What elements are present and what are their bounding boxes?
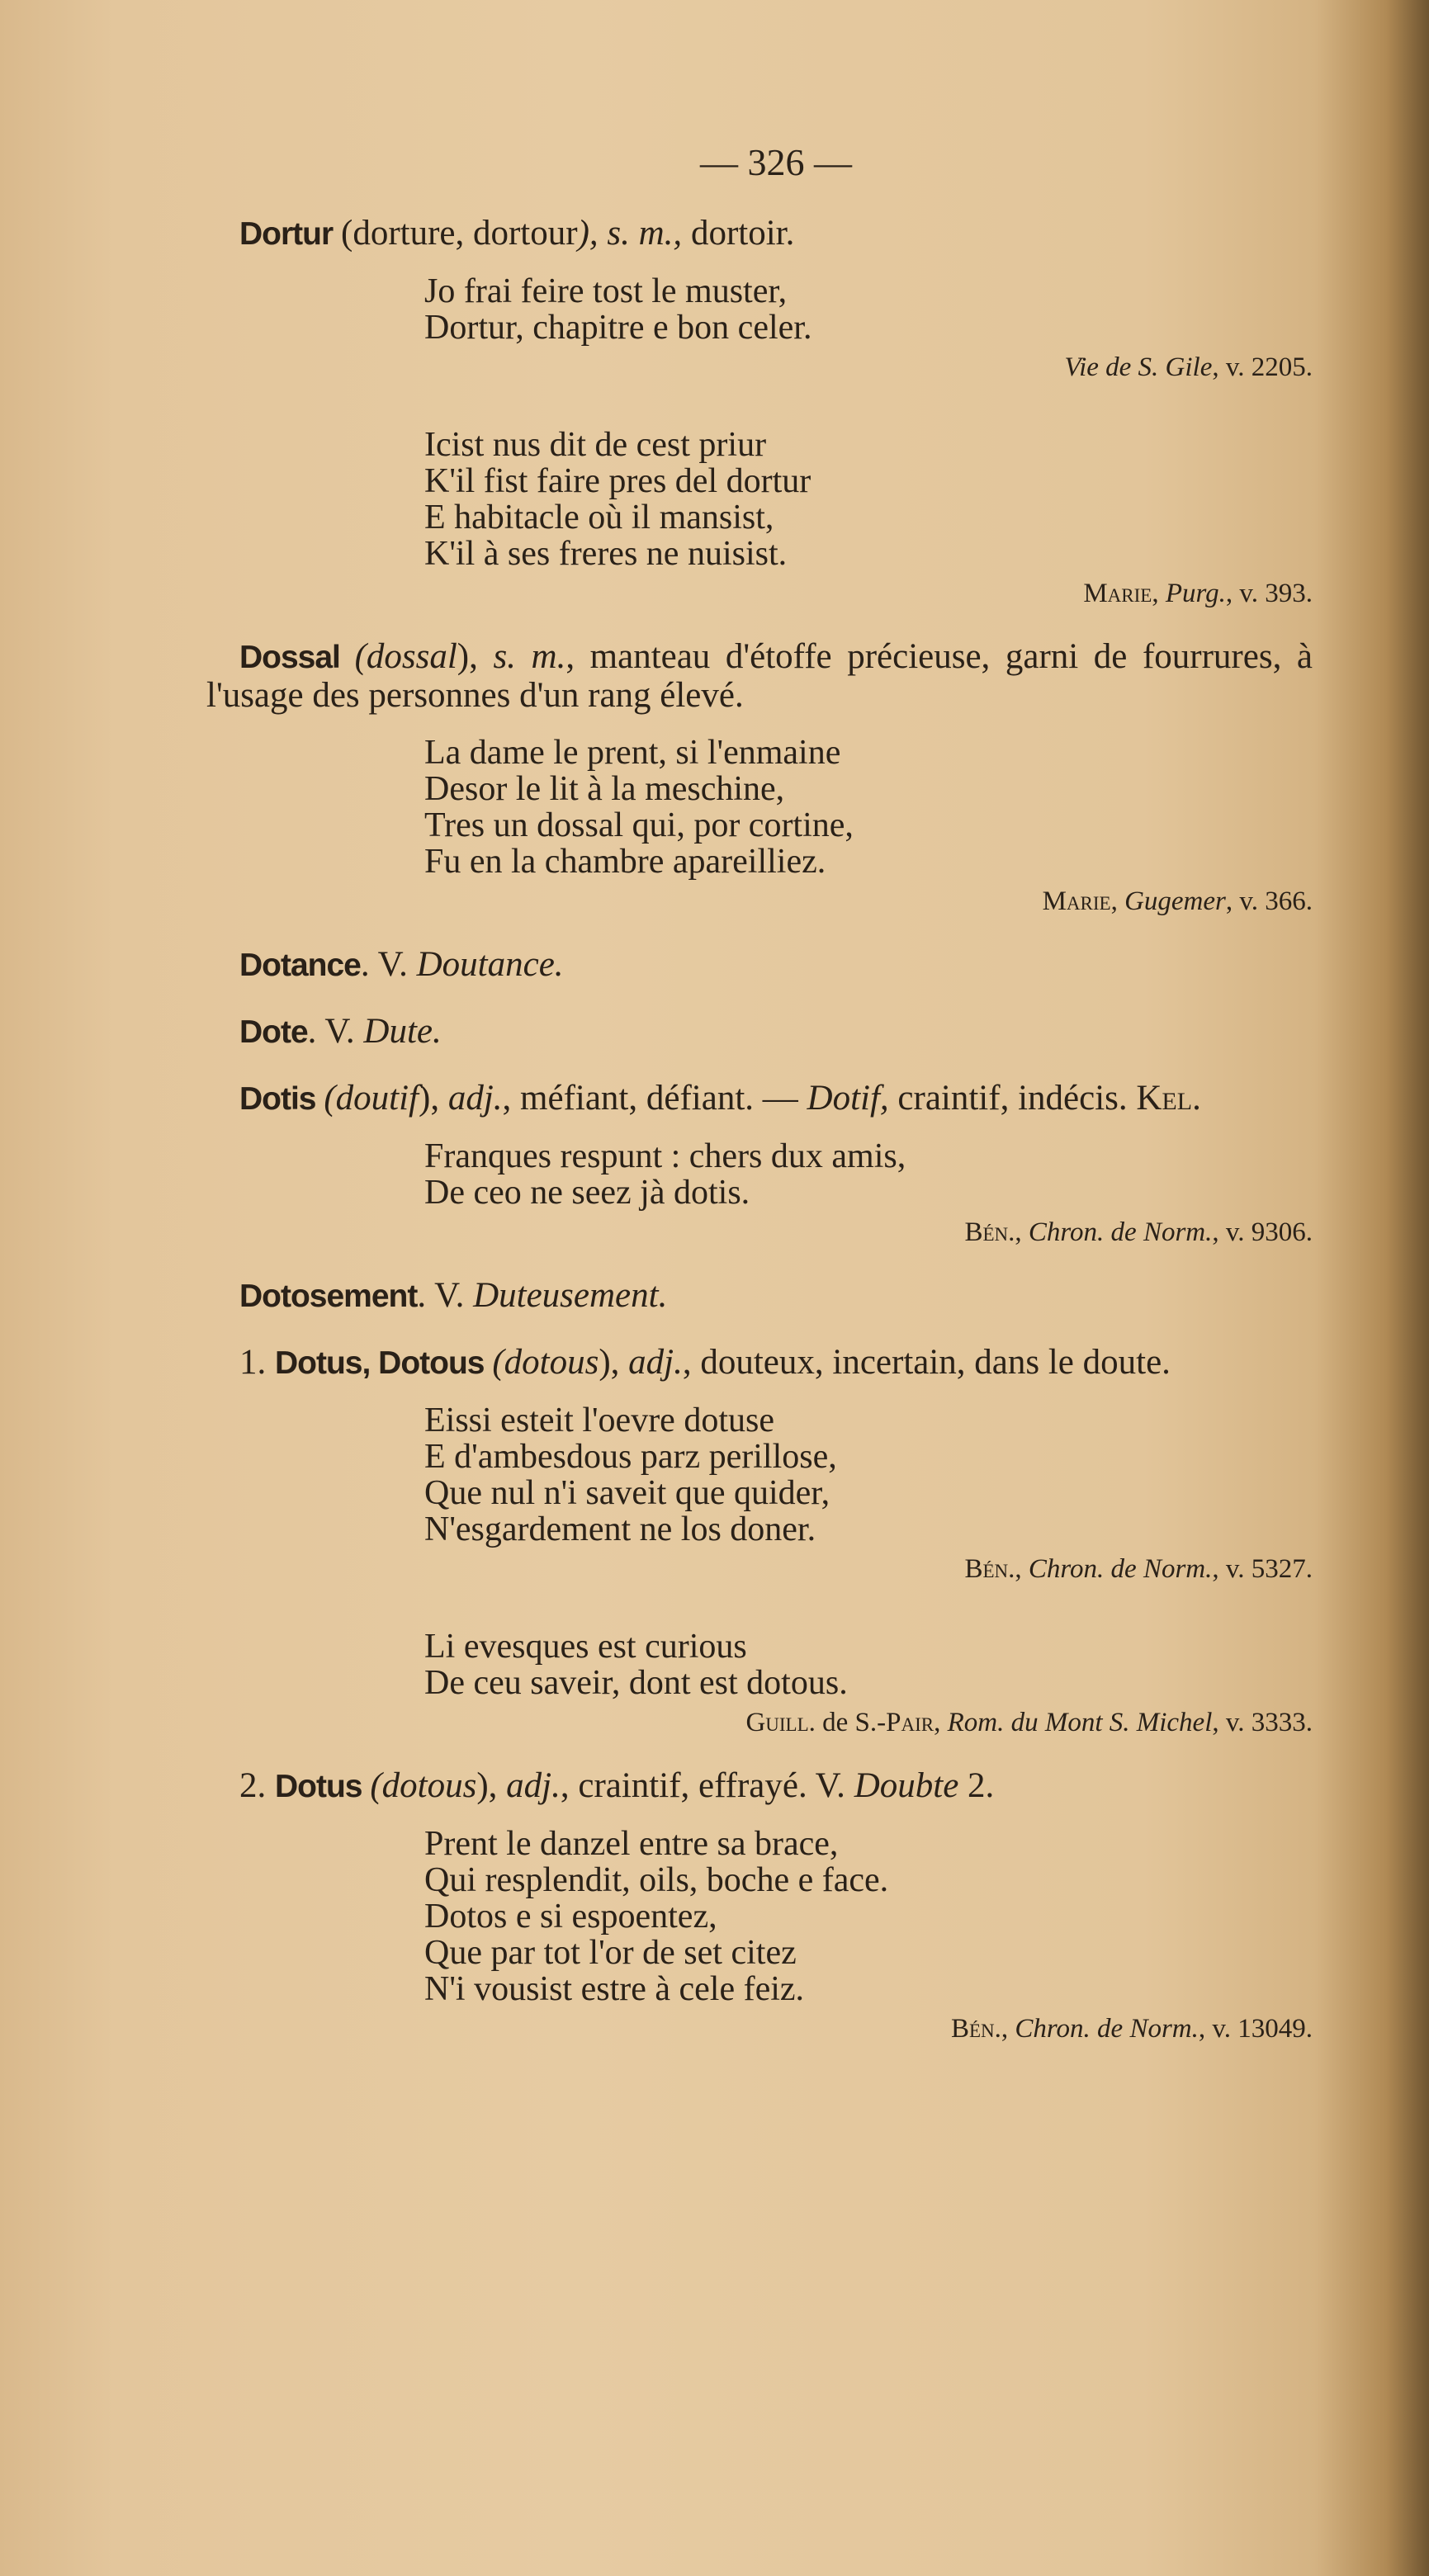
- dictionary-entry: [206, 638, 1313, 918]
- verse-line: Eissi esteit l'oevre dotuse: [424, 1401, 774, 1439]
- definition-text: craintif, indécis.: [888, 1079, 1137, 1118]
- verse-line: De ceo ne seez jà dotis.: [424, 1174, 750, 1212]
- citation: [424, 1216, 1313, 1249]
- verse-line: E habitacle où il mansist,: [424, 499, 774, 536]
- verse-line: K'il à ses freres ne nuisist.: [424, 535, 788, 573]
- definition-text: ),: [476, 1766, 507, 1805]
- definition-text: dortoir.: [690, 214, 795, 253]
- citation-part: Chron. de Norm.: [1028, 1217, 1213, 1247]
- citation-part: Chron. de Norm.: [1015, 2014, 1199, 2044]
- citation-part: ,: [1110, 886, 1125, 916]
- citation-part: ,: [1015, 1554, 1029, 1584]
- definition-text: Kel.: [1136, 1079, 1201, 1118]
- definition-text: . V.: [417, 1276, 474, 1315]
- entry-headword: Dotosement: [239, 1279, 418, 1314]
- definition-text: adj.: [628, 1343, 683, 1382]
- verse-line: Icist nus dit de cest priur: [424, 426, 767, 464]
- verse-line: Dotos e si espoentez,: [424, 1898, 717, 1936]
- entry-definition: [206, 1767, 1313, 1806]
- entry-definition: [206, 1344, 1313, 1383]
- entries-list: [206, 215, 1313, 2045]
- definition-text: 2.: [239, 1766, 275, 1805]
- definition-text: . V.: [307, 1012, 364, 1051]
- entry-headword: Dotus: [275, 1769, 371, 1804]
- definition-text: (dorture, dortour: [341, 214, 578, 253]
- definition-text: 2.: [958, 1766, 995, 1805]
- verse-line: Que par tot l'or de set citez: [424, 1934, 797, 1972]
- verse-line: Qui resplendit, oils, boche e face.: [424, 1861, 889, 1899]
- definition-text: ), s. m.,: [577, 214, 691, 253]
- definition-text: , manteau d'étoffe précieuse, garni de fourrures, à l'usage des personnes d'un rang élevé.: [206, 637, 1313, 715]
- citation-part: de: [815, 1708, 855, 1737]
- entry-headword: Dotis: [239, 1081, 324, 1117]
- verse-line: De ceu saveir, dont est dotous.: [424, 1664, 848, 1702]
- definition-text: Duteusement.: [473, 1276, 668, 1315]
- dictionary-entry: [206, 1344, 1313, 1739]
- entry-definition: [206, 1013, 1313, 1052]
- verse-line: N'esgardement ne los doner.: [424, 1510, 816, 1548]
- dictionary-entry: [206, 1277, 1313, 1316]
- citation-part: Bén.: [964, 1217, 1015, 1247]
- citation: [424, 885, 1313, 918]
- citation-part: ,: [1001, 2014, 1015, 2044]
- dictionary-entry: [206, 946, 1313, 985]
- verse-quotation: [424, 273, 1313, 384]
- definition-text: (dotous: [370, 1766, 477, 1805]
- definition-text: , méfiant, défiant. —: [502, 1079, 807, 1118]
- citation-part: ,: [1015, 1217, 1029, 1247]
- citation-part: Marie: [1083, 579, 1152, 608]
- definition-text: Doutance.: [416, 945, 564, 984]
- dictionary-entry: [206, 215, 1313, 610]
- verse-line: Tres un dossal qui, por cortine,: [424, 806, 854, 844]
- page-number: — 326 —: [700, 141, 852, 183]
- definition-text: Doubte: [854, 1766, 959, 1805]
- verse-line: Li evesques est curious: [424, 1628, 747, 1666]
- verse-line: Que nul n'i saveit que quider,: [424, 1474, 830, 1512]
- entry-definition: [206, 215, 1313, 253]
- citation-part: Marie: [1042, 886, 1111, 916]
- citation-part: Purg.: [1165, 579, 1226, 608]
- citation-part: Chron. de Norm.: [1028, 1554, 1213, 1584]
- verse-line: Franques respunt : chers dux amis,: [424, 1137, 906, 1175]
- verse-line: Jo frai feire tost le muster,: [424, 272, 788, 310]
- citation-part: Gugemer: [1124, 886, 1226, 916]
- definition-text: ),: [599, 1343, 629, 1382]
- citation-part: , v. 13049.: [1198, 2014, 1313, 2044]
- definition-text: . V.: [360, 945, 417, 984]
- citation-part: Bén.: [951, 2014, 1001, 2044]
- definition-text: s. m.: [493, 637, 566, 676]
- definition-text: (dossal: [354, 637, 457, 676]
- verse-quotation: [424, 427, 1313, 610]
- verse-quotation: [424, 1826, 1313, 2045]
- definition-text: (doutif: [324, 1079, 419, 1118]
- citation: [424, 1706, 1313, 1739]
- dictionary-entry: [206, 1080, 1313, 1249]
- definition-text: adj.: [506, 1766, 561, 1805]
- verse-line: E d'ambesdous parz perillose,: [424, 1438, 837, 1476]
- dictionary-page: [206, 140, 1313, 2073]
- citation-part: , v. 366.: [1225, 886, 1313, 916]
- verse-quotation: [424, 1628, 1313, 1739]
- citation: [424, 2012, 1313, 2045]
- citation-part: ,: [934, 1708, 948, 1737]
- verse-line: Prent le danzel entre sa brace,: [424, 1825, 839, 1863]
- verse-line: K'il fist faire pres del dortur: [424, 462, 812, 500]
- verse-line: N'i vousist estre à cele feiz.: [424, 1970, 805, 2008]
- entry-definition: [206, 638, 1313, 715]
- verse-line: Fu en la chambre apareilliez.: [424, 843, 826, 881]
- citation-part: Rom. du Mont S. Michel: [947, 1708, 1213, 1737]
- definition-text: (dotous: [492, 1343, 599, 1382]
- entry-definition: [206, 1080, 1313, 1118]
- citation: [424, 1553, 1313, 1586]
- citation-part: , v. 2205.: [1212, 352, 1313, 382]
- entry-definition: [206, 1277, 1313, 1316]
- citation-part: , v. 393.: [1225, 579, 1313, 608]
- entry-headword: Dotance: [239, 948, 361, 983]
- verse-line: La dame le prent, si l'enmaine: [424, 734, 841, 772]
- citation-part: , v. 3333.: [1212, 1708, 1313, 1737]
- entry-definition: [206, 946, 1313, 985]
- definition-text: ),: [419, 1079, 448, 1118]
- citation-part: , v. 9306.: [1212, 1217, 1313, 1247]
- citation-part: Bén.: [964, 1554, 1015, 1584]
- definition-text: Dotif,: [807, 1079, 889, 1118]
- citation: [424, 351, 1313, 384]
- dictionary-entry: [206, 1767, 1313, 2045]
- citation: [424, 577, 1313, 610]
- citation-part: , v. 5327.: [1212, 1554, 1313, 1584]
- verse-quotation: [424, 1138, 1313, 1249]
- citation-part: ,: [1152, 579, 1166, 608]
- verse-line: Desor le lit à la meschine,: [424, 770, 785, 808]
- citation-part: Guill.: [745, 1708, 816, 1737]
- entry-headword: Dote: [239, 1014, 308, 1050]
- verse-line: Dortur, chapitre e bon celer.: [424, 309, 812, 347]
- definition-text: Dute.: [363, 1012, 442, 1051]
- citation-part: Vie de S. Gile: [1064, 352, 1213, 382]
- entry-headword: Dossal: [239, 640, 355, 675]
- verse-quotation: [424, 735, 1313, 918]
- definition-text: , douteux, incertain, dans le doute.: [682, 1343, 1171, 1382]
- definition-text: adj.: [447, 1079, 503, 1118]
- definition-text: 1.: [239, 1343, 275, 1382]
- citation-part: S.-Pair: [854, 1708, 935, 1737]
- definition-text: , craintif, effrayé. V.: [560, 1766, 854, 1805]
- entry-headword: Dotus, Dotous: [275, 1345, 493, 1381]
- verse-quotation: [424, 1402, 1313, 1586]
- definition-text: ),: [457, 637, 494, 676]
- entry-headword: Dortur: [239, 216, 341, 252]
- dictionary-entry: [206, 1013, 1313, 1052]
